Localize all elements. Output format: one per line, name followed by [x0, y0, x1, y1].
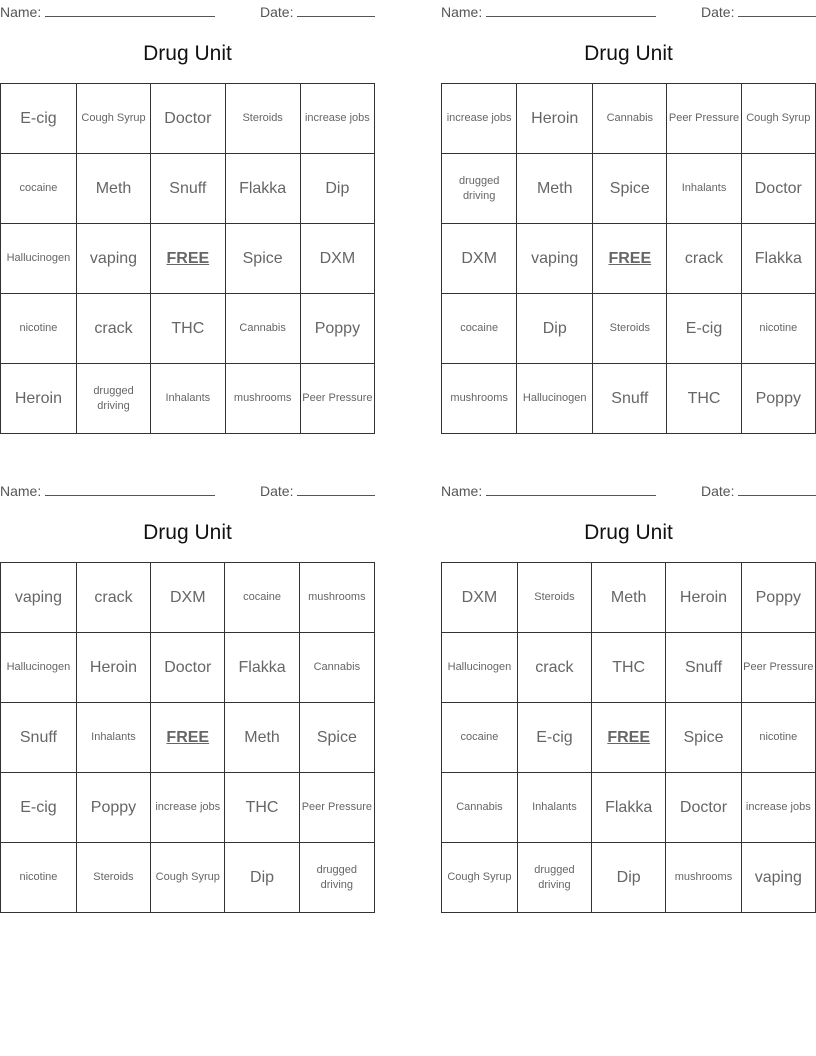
bingo-cell[interactable]: Cannabis [593, 84, 667, 154]
bingo-cell[interactable]: Cough Syrup [442, 843, 518, 913]
date-line[interactable] [260, 2, 375, 20]
bingo-cell[interactable]: increase jobs [442, 84, 517, 154]
bingo-cell[interactable]: DXM [151, 563, 225, 633]
grid-row [1, 703, 375, 773]
bingo-cell[interactable]: THC [225, 773, 299, 843]
bingo-cell[interactable]: Dip [225, 843, 299, 913]
bingo-cell[interactable]: Cannabis [225, 294, 300, 364]
bingo-cell[interactable]: Doctor [151, 633, 225, 703]
bingo-cell[interactable]: Cough Syrup [741, 84, 815, 154]
bingo-cell[interactable]: Heroin [76, 633, 150, 703]
bingo-cell[interactable]: cocaine [1, 154, 77, 224]
bingo-cell[interactable]: Inhalants [667, 154, 741, 224]
grid-row [1, 364, 375, 434]
grid-row [1, 294, 375, 364]
bingo-cell[interactable]: Hallucinogen [442, 633, 518, 703]
date-label: Date: [260, 4, 294, 20]
grid-row [442, 633, 816, 703]
free-space[interactable]: FREE [591, 703, 665, 773]
name-line[interactable] [0, 2, 215, 20]
bingo-cell[interactable]: Peer Pressure [667, 84, 741, 154]
bingo-cell[interactable]: crack [76, 563, 150, 633]
bingo-cell[interactable]: Flakka [225, 154, 300, 224]
name-blank[interactable] [486, 481, 656, 496]
bingo-cell[interactable]: Poppy [741, 563, 815, 633]
bingo-cell[interactable]: Snuff [593, 364, 667, 434]
bingo-cell[interactable]: drugged driving [76, 364, 150, 434]
grid-row [1, 773, 375, 843]
bingo-cell[interactable]: Doctor [151, 84, 225, 154]
bingo-cell[interactable]: Peer Pressure [300, 364, 374, 434]
card-title: Drug Unit [143, 42, 232, 65]
name-line[interactable] [441, 2, 656, 20]
date-blank[interactable] [738, 2, 816, 17]
bingo-cell[interactable]: Flakka [225, 633, 299, 703]
bingo-cell[interactable]: increase jobs [741, 773, 815, 843]
grid-row [442, 703, 816, 773]
bingo-cell[interactable]: mushrooms [442, 364, 517, 434]
name-line[interactable] [0, 481, 215, 499]
bingo-cell[interactable]: Snuff [151, 154, 225, 224]
grid-row [442, 773, 816, 843]
bingo-cell[interactable]: drugged driving [442, 154, 517, 224]
bingo-cell[interactable]: Dip [517, 294, 593, 364]
bingo-grid [441, 83, 816, 434]
date-label: Date: [701, 483, 735, 499]
bingo-cell[interactable]: Peer Pressure [741, 633, 815, 703]
bingo-cell[interactable]: Spice [225, 224, 300, 294]
date-label: Date: [260, 483, 294, 499]
grid-row [442, 364, 816, 434]
bingo-cell[interactable]: Flakka [591, 773, 665, 843]
name-blank[interactable] [45, 2, 215, 17]
date-line[interactable] [701, 481, 816, 499]
bingo-cell[interactable]: Steroids [225, 84, 300, 154]
grid-row [1, 843, 375, 913]
bingo-cell[interactable]: Doctor [741, 154, 815, 224]
name-label: Name: [441, 483, 483, 499]
card-title: Drug Unit [584, 521, 673, 544]
bingo-cell[interactable]: Peer Pressure [299, 773, 374, 843]
bingo-cell[interactable]: Spice [299, 703, 374, 773]
bingo-cell[interactable]: cocaine [442, 294, 517, 364]
name-blank[interactable] [486, 2, 656, 17]
bingo-cell[interactable]: vaping [1, 563, 77, 633]
bingo-cell[interactable]: Snuff [1, 703, 77, 773]
grid-row [442, 563, 816, 633]
date-blank[interactable] [297, 481, 375, 496]
bingo-cell[interactable]: drugged driving [299, 843, 374, 913]
grid-row [1, 224, 375, 294]
grid-row [442, 154, 816, 224]
name-blank[interactable] [45, 481, 215, 496]
bingo-grid [441, 562, 816, 913]
bingo-cell[interactable]: vaping [741, 843, 815, 913]
date-blank[interactable] [738, 481, 816, 496]
card-title: Drug Unit [143, 521, 232, 544]
bingo-cell[interactable]: Inhalants [151, 364, 225, 434]
bingo-cell[interactable]: Doctor [666, 773, 741, 843]
bingo-grid [0, 562, 375, 913]
bingo-cell[interactable]: E-cig [1, 84, 77, 154]
free-space[interactable]: FREE [151, 224, 225, 294]
bingo-cell[interactable]: Cough Syrup [76, 84, 150, 154]
bingo-cell[interactable]: Poppy [76, 773, 150, 843]
bingo-cell[interactable]: increase jobs [151, 773, 225, 843]
grid-row [442, 224, 816, 294]
bingo-cell[interactable]: DXM [442, 224, 517, 294]
bingo-cell[interactable]: crack [517, 633, 591, 703]
bingo-cell[interactable]: Cannabis [442, 773, 518, 843]
date-label: Date: [701, 4, 735, 20]
bingo-cell[interactable]: Dip [300, 154, 374, 224]
bingo-cell[interactable]: Flakka [741, 224, 815, 294]
bingo-cell[interactable]: crack [76, 294, 150, 364]
bingo-cell[interactable]: mushrooms [225, 364, 300, 434]
bingo-cell[interactable]: Heroin [517, 84, 593, 154]
bingo-cell[interactable]: Spice [593, 154, 667, 224]
bingo-cell[interactable]: Heroin [1, 364, 77, 434]
bingo-cell[interactable]: Inhalants [517, 773, 591, 843]
grid-row [1, 84, 375, 154]
bingo-grid [0, 83, 375, 434]
bingo-cell[interactable]: Poppy [300, 294, 374, 364]
bingo-cell[interactable]: E-cig [517, 703, 591, 773]
bingo-cell[interactable]: Steroids [76, 843, 150, 913]
bingo-cell[interactable]: mushrooms [299, 563, 374, 633]
bingo-cell[interactable]: THC [151, 294, 225, 364]
bingo-cell[interactable]: DXM [300, 224, 374, 294]
bingo-cell[interactable]: drugged driving [517, 843, 591, 913]
bingo-cell[interactable]: vaping [517, 224, 593, 294]
bingo-cell[interactable]: increase jobs [300, 84, 374, 154]
bingo-cell[interactable]: Cannabis [299, 633, 374, 703]
bingo-cell[interactable]: Hallucinogen [1, 224, 77, 294]
bingo-cell[interactable]: vaping [76, 224, 150, 294]
date-line[interactable] [701, 2, 816, 20]
date-line[interactable] [260, 481, 375, 499]
name-line[interactable] [441, 481, 656, 499]
bingo-cell[interactable]: Meth [76, 154, 150, 224]
bingo-cell[interactable]: cocaine [442, 703, 518, 773]
name-label: Name: [0, 483, 42, 499]
bingo-cell[interactable]: E-cig [667, 294, 741, 364]
grid-row [442, 84, 816, 154]
grid-row [1, 633, 375, 703]
bingo-cell[interactable]: Hallucinogen [1, 633, 77, 703]
bingo-cell[interactable]: mushrooms [666, 843, 741, 913]
bingo-cell[interactable]: Inhalants [76, 703, 150, 773]
bingo-cell[interactable]: cocaine [225, 563, 299, 633]
bingo-cell[interactable]: DXM [442, 563, 518, 633]
name-label: Name: [441, 4, 483, 20]
bingo-cell[interactable]: nicotine [741, 294, 815, 364]
grid-row [442, 294, 816, 364]
bingo-cell[interactable]: THC [591, 633, 665, 703]
bingo-cell[interactable]: Steroids [517, 563, 591, 633]
bingo-cell[interactable]: Dip [591, 843, 665, 913]
bingo-cell[interactable]: nicotine [1, 843, 77, 913]
date-blank[interactable] [297, 2, 375, 17]
free-space[interactable]: FREE [151, 703, 225, 773]
free-space[interactable]: FREE [593, 224, 667, 294]
bingo-cell[interactable]: Meth [225, 703, 299, 773]
bingo-cell[interactable]: nicotine [741, 703, 815, 773]
name-label: Name: [0, 4, 42, 20]
grid-row [1, 154, 375, 224]
grid-row [442, 843, 816, 913]
bingo-cell[interactable]: THC [667, 364, 741, 434]
bingo-cell[interactable]: Spice [666, 703, 741, 773]
bingo-cell[interactable]: Meth [591, 563, 665, 633]
grid-row [1, 563, 375, 633]
bingo-cell[interactable]: Hallucinogen [517, 364, 593, 434]
bingo-cell[interactable]: crack [667, 224, 741, 294]
bingo-cell[interactable]: Snuff [666, 633, 741, 703]
bingo-cell[interactable]: Steroids [593, 294, 667, 364]
bingo-cell[interactable]: Poppy [741, 364, 815, 434]
bingo-cell[interactable]: Heroin [666, 563, 741, 633]
bingo-cell[interactable]: E-cig [1, 773, 77, 843]
bingo-cell[interactable]: nicotine [1, 294, 77, 364]
bingo-cell[interactable]: Cough Syrup [151, 843, 225, 913]
card-title: Drug Unit [584, 42, 673, 65]
bingo-cell[interactable]: Meth [517, 154, 593, 224]
